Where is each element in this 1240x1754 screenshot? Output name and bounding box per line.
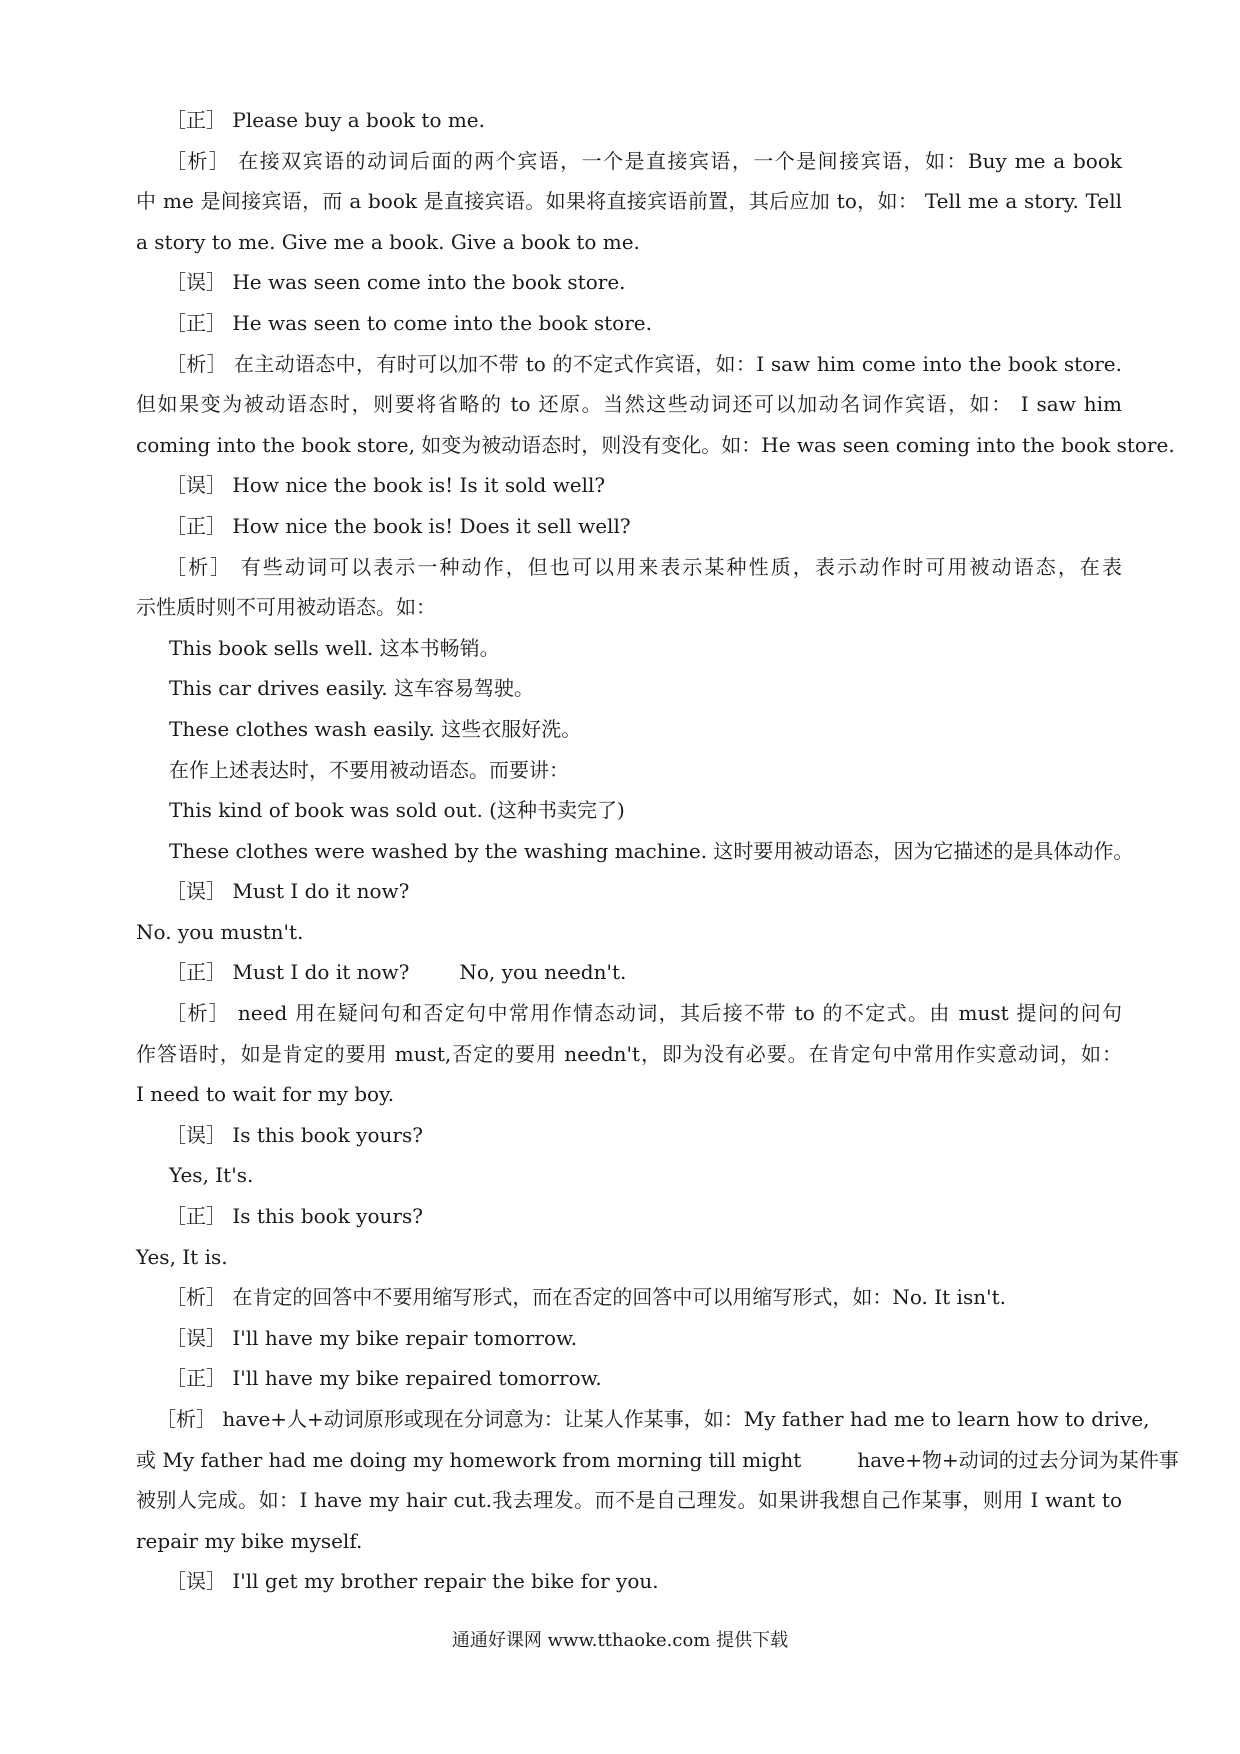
text-line: ［正］ I'll have my bike repaired tomorrow. (166, 1366, 602, 1391)
text-line: Yes, It is. (136, 1244, 228, 1269)
text-line: ［析］ 有些动词可以表示一种动作，但也可以用来表示某种性质，表示动作时可用被动语态，在表 (166, 554, 1122, 579)
text-line: This book sells well. 这本书畅销。 (169, 635, 500, 660)
text-segment: have+物+动词的过去分词为某件事 (857, 1447, 1179, 1472)
text-line: 在作上述表达时，不要用被动语态。而要讲： (169, 757, 569, 782)
text-line: 示性质时则不可用被动语态。如： (136, 595, 436, 620)
text-line: 中 me 是间接宾语，而 a book 是直接宾语。如果将直接宾语前置，其后应加 to，如： Tell me a story. Tell (136, 189, 1122, 214)
text-line: ［正］ He was seen to come into the book store. (166, 310, 652, 335)
text-segment: 或 My father had me doing my homework from morning till might (136, 1447, 802, 1472)
text-line: a story to me. Give me a book. Give a book to me. (136, 229, 640, 254)
text-line: These clothes were washed by the washing machine. 这时要用被动语态，因为它描述的是具体动作。 (169, 838, 1134, 863)
text-line: This car drives easily. 这车容易驾驶。 (169, 676, 534, 701)
text-line: ［析］ 在接双宾语的动词后面的两个宾语，一个是直接宾语，一个是间接宾语，如：Buy me a book (166, 148, 1122, 173)
text-line: These clothes wash easily. 这些衣服好洗。 (169, 716, 582, 741)
text-line (136, 952, 1122, 993)
text-line: ［误］ I'll get my brother repair the bike for you. (166, 1569, 659, 1594)
document-body (136, 100, 1179, 1602)
text-line: ［误］ Is this book yours? (166, 1122, 423, 1147)
text-line: ［析］ 在主动语态中，有时可以加不带 to 的不定式作宾语，如：I saw him come into the book store. (166, 351, 1122, 376)
text-line: repair my bike myself. (136, 1528, 363, 1553)
page-footer: 通通好课网 www.tthaoke.com 提供下载 (451, 1630, 789, 1651)
text-line (136, 1440, 1179, 1481)
text-line: 但如果变为被动语态时，则要将省略的 to 还原。当然这些动词还可以加动名词作宾语，如： I saw him (136, 392, 1122, 417)
text-line: ［误］ How nice the book is! Is it sold well? (166, 473, 606, 498)
text-line: ［析］ 在肯定的回答中不要用缩写形式，而在否定的回答中可以用缩写形式，如：No. It isn't. (166, 1285, 1006, 1310)
text-line: ［析］ have+人+动词原形或现在分词意为：让某人作某事，如：My father had me to learn how to drive, (156, 1407, 1150, 1431)
text-line: ［析］ need 用在疑问句和否定句中常用作情态动词，其后接不带 to 的不定式。由 must 提问的问句 (166, 1001, 1122, 1026)
text-line: No. you mustn't. (136, 919, 304, 944)
text-line: ［误］ I'll have my bike repair tomorrow. (166, 1325, 578, 1350)
text-line: This kind of book was sold out. (这种书卖完了) (169, 798, 625, 823)
text-line: ［正］ Please buy a book to me. (166, 108, 486, 132)
text-line: ［正］ How nice the book is! Does it sell well? (166, 513, 631, 538)
text-line: ［正］ Is this book yours? (166, 1204, 423, 1229)
text-segment: No, you needn't. (459, 960, 627, 985)
text-line: 被别人完成。如：I have my hair cut.我去理发。而不是自己理发。如果讲我想自己作某事，则用 I want to (136, 1488, 1122, 1513)
text-line: 作答语时，如是肯定的要用 must,否定的要用 needn't，即为没有必要。在肯定句中常用作实意动词，如： (136, 1041, 1122, 1066)
text-line: Yes, It's. (169, 1163, 254, 1188)
text-line: I need to wait for my boy. (136, 1082, 395, 1107)
text-segment: ［正］ Must I do it now? (166, 960, 410, 985)
text-line: ［误］ He was seen come into the book store. (166, 270, 626, 295)
text-line: ［误］ Must I do it now? (166, 879, 410, 904)
text-line: coming into the book store, 如变为被动语态时，则没有变化。如：He was seen coming into the book store. (136, 432, 1175, 457)
